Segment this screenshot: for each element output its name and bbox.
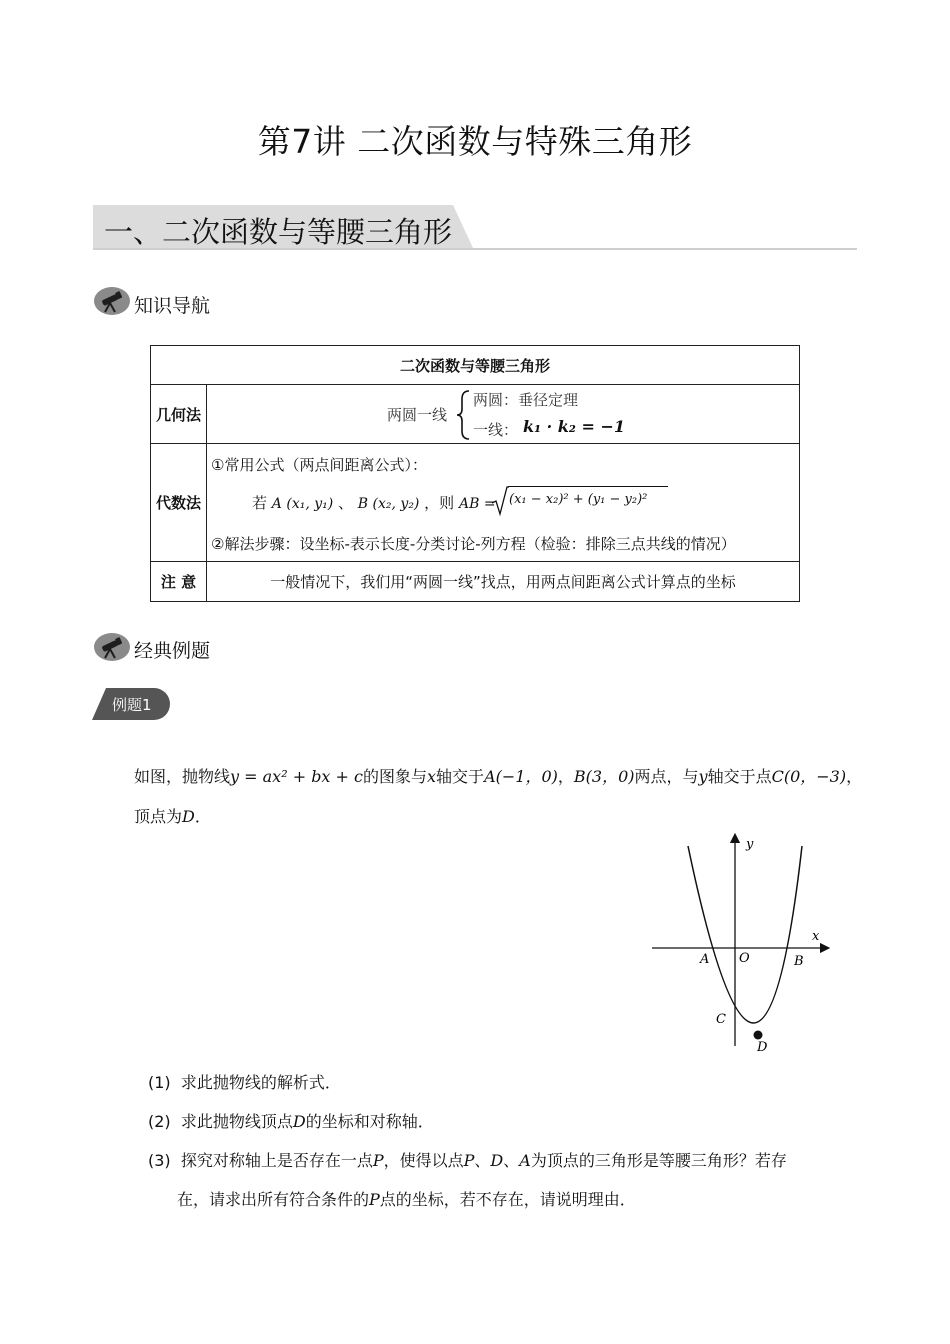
geometry-line1: 两圆：垂径定理 bbox=[473, 391, 579, 409]
question-1 bbox=[148, 1070, 341, 1093]
geometry-cell bbox=[207, 385, 800, 444]
page-title: 第7讲 二次函数与特殊三角形 bbox=[257, 122, 693, 161]
problem-text: ， bbox=[846, 767, 863, 786]
geometry-formula: k₁ · k₂ = −1 bbox=[523, 417, 625, 436]
var-y: y bbox=[698, 767, 708, 786]
problem-text: 两点，与 bbox=[634, 767, 699, 786]
left-brace-icon bbox=[455, 389, 471, 441]
problem-text: 的图象与 bbox=[363, 767, 428, 786]
parabola-equation: y = ax² + bx + c bbox=[230, 767, 363, 786]
point-c: C(0，−3) bbox=[771, 767, 847, 786]
var-d: D bbox=[292, 1112, 306, 1131]
sqrt-radicand: (x₁ − x₂)² + (y₁ − y₂)² bbox=[509, 492, 648, 507]
telescope-icon bbox=[93, 286, 131, 316]
var-d: D bbox=[182, 807, 195, 826]
label-d: D bbox=[757, 1040, 768, 1055]
question-text: ，使得以点 bbox=[383, 1151, 464, 1170]
note-text: 一般情况下，我们用“两圆一线”找点，用两点间距离公式计算点的坐标 bbox=[207, 562, 800, 602]
question-text: 、 bbox=[474, 1151, 491, 1170]
problem-text: 轴交于 bbox=[436, 767, 485, 786]
knowledge-table bbox=[150, 345, 800, 602]
formula-mid: ，则 bbox=[424, 494, 455, 512]
problem-text: ， bbox=[557, 767, 574, 786]
question-text: 在，请求出所有符合条件的 bbox=[177, 1190, 370, 1209]
point-b-coords: B (x₂, y₂) bbox=[357, 496, 420, 512]
var-p: P bbox=[369, 1190, 380, 1209]
question-number: (3) bbox=[148, 1151, 171, 1170]
telescope-icon bbox=[93, 632, 131, 662]
algebra-label: 代数法 bbox=[151, 444, 207, 562]
problem-line1 bbox=[134, 764, 862, 787]
question-text: 求此抛物线的解析式． bbox=[180, 1073, 341, 1092]
algebra-line1: ①常用公式（两点间距离公式）： bbox=[211, 456, 427, 474]
var-d: D bbox=[490, 1151, 504, 1170]
question-text: 求此抛物线顶点 bbox=[180, 1112, 293, 1131]
var-a: A bbox=[519, 1151, 531, 1170]
problem-text: 顶点为 bbox=[134, 807, 183, 826]
label-o: O bbox=[739, 951, 750, 966]
section-title: 一、二次函数与等腰三角形 bbox=[104, 215, 453, 249]
problem-text: ． bbox=[194, 807, 211, 826]
vertex-point bbox=[754, 1031, 763, 1040]
example-tag: 例题1 bbox=[112, 696, 152, 714]
question-text: 、 bbox=[503, 1151, 520, 1170]
parabola-graph bbox=[640, 830, 840, 1060]
question-text: 点的坐标，若不存在，请说明理由． bbox=[379, 1190, 636, 1209]
point-a-coords: A (x₁, y₁) bbox=[271, 496, 334, 512]
question-text: 为顶点的三角形是等腰三角形？若存 bbox=[530, 1151, 787, 1170]
point-b: B(3，0) bbox=[573, 767, 635, 786]
label-y: y bbox=[746, 837, 754, 852]
table-header: 二次函数与等腰三角形 bbox=[151, 346, 800, 385]
var-p: P bbox=[463, 1151, 475, 1170]
var-x: x bbox=[427, 767, 437, 786]
algebra-line3: ②解法步骤：设坐标-表示长度-分类讨论-列方程（检验：排除三点共线的情况） bbox=[211, 535, 736, 553]
algebra-cell bbox=[207, 444, 800, 562]
label-c: C bbox=[716, 1012, 726, 1027]
problem-line2 bbox=[134, 804, 211, 827]
problem-text: 如图，抛物线 bbox=[134, 767, 231, 786]
examples-heading: 经典例题 bbox=[134, 640, 211, 662]
formula-prefix: 若 bbox=[252, 494, 268, 512]
question-number: (2) bbox=[148, 1112, 171, 1131]
label-a: A bbox=[700, 952, 710, 967]
question-3 bbox=[148, 1148, 787, 1171]
knowledge-heading: 知识导航 bbox=[134, 295, 211, 317]
question-number: (1) bbox=[148, 1073, 171, 1092]
question-2 bbox=[148, 1109, 434, 1132]
distance-formula bbox=[252, 492, 496, 513]
point-a: A(−1，0) bbox=[484, 767, 558, 786]
geometry-lead: 两圆一线 bbox=[387, 406, 448, 424]
var-p: P bbox=[372, 1151, 384, 1170]
parabola-curve bbox=[688, 846, 802, 1023]
geometry-line2-prefix: 一线： bbox=[473, 421, 519, 439]
question-3-line2 bbox=[177, 1187, 636, 1210]
label-x: x bbox=[812, 929, 820, 944]
formula-sep: 、 bbox=[338, 494, 354, 512]
problem-text: 轴交于点 bbox=[707, 767, 772, 786]
note-label: 注 意 bbox=[151, 562, 207, 602]
label-b: B bbox=[794, 954, 804, 969]
ab-label: AB = bbox=[458, 496, 496, 512]
geometry-label: 几何法 bbox=[151, 385, 207, 444]
question-text: 探究对称轴上是否存在一点 bbox=[180, 1151, 373, 1170]
sqrt-icon bbox=[491, 486, 509, 516]
question-text: 的坐标和对称轴． bbox=[305, 1112, 434, 1131]
